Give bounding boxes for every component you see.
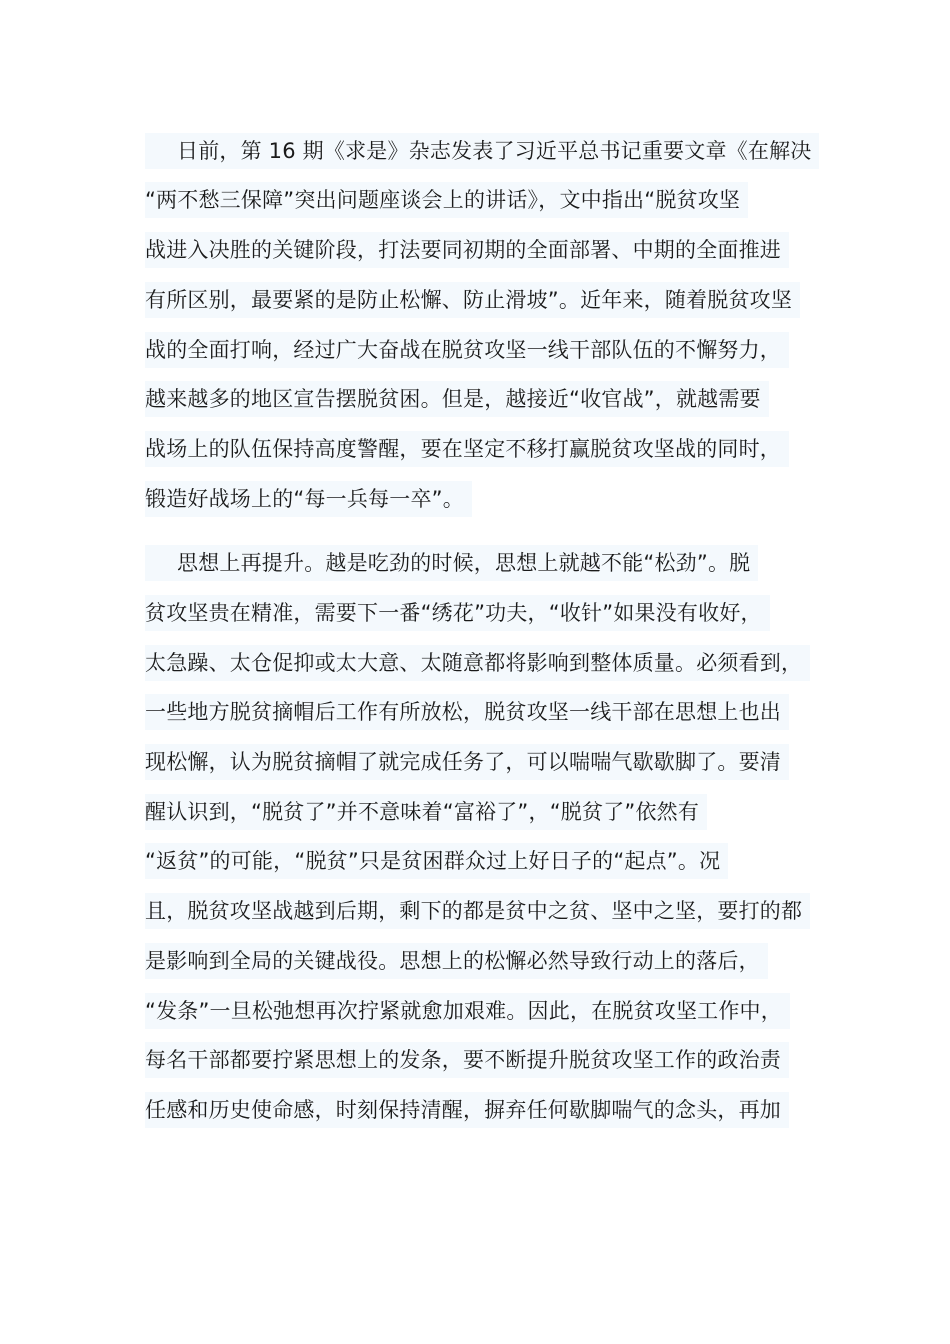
paragraph-2-line-5: 现松懈，认为脱贫摘帽了就完成任务了，可以喘喘气歇歇脚了。要清 [145,744,789,780]
paragraph-2-line-7: “返贫”的可能，“脱贫”只是贫困群众过上好日子的“起点”。况 [145,843,728,879]
paragraph-1-line-2: “两不愁三保障”突出问题座谈会上的讲话》，文中指出“脱贫攻坚 [145,182,748,218]
paragraph-1-line-1: 日前，第 16 期《求是》杂志发表了习近平总书记重要文章《在解决 [145,133,819,169]
paragraph-2-line-9: 是影响到全局的关键战役。思想上的松懈必然导致行动上的落后， [145,943,768,979]
paragraph-2-line-11: 每名干部都要拧紧思想上的发条，要不断提升脱贫攻坚工作的政治责 [145,1042,789,1078]
paragraph-1-line-7: 战场上的队伍保持高度警醒，要在坚定不移打赢脱贫攻坚战的同时， [145,431,789,467]
paragraph-2-line-4: 一些地方脱贫摘帽后工作有所放松，脱贫攻坚一线干部在思想上也出 [145,694,789,730]
paragraph-2-line-8: 且，脱贫攻坚战越到后期，剩下的都是贫中之贫、坚中之坚，要打的都 [145,893,810,929]
paragraph-1-line-8: 锻造好战场上的“每一兵每一卒”。 [145,481,472,517]
paragraph-2-line-1: 思想上再提升。越是吃劲的时候，思想上就越不能“松劲”。脱 [145,545,758,581]
paragraph-1-line-3: 战进入决胜的关键阶段，打法要同初期的全面部署、中期的全面推进 [145,232,789,268]
paragraph-1-line-6: 越来越多的地区宣告摆脱贫困。但是，越接近“收官战”，就越需要 [145,381,769,417]
paragraph-1-line-4: 有所区别，最要紧的是防止松懈、防止滑坡”。近年来，随着脱贫攻坚 [145,282,800,318]
paragraph-2-line-6: 醒认识到，“脱贫了”并不意味着“富裕了”，“脱贫了”依然有 [145,794,707,830]
paragraph-2-line-3: 太急躁、太仓促抑或太大意、太随意都将影响到整体质量。必须看到， [145,645,810,681]
paragraph-1-line-5: 战的全面打响，经过广大奋战在脱贫攻坚一线干部队伍的不懈努力， [145,332,789,368]
paragraph-2-line-12: 任感和历史使命感，时刻保持清醒，摒弃任何歇脚喘气的念头，再加 [145,1092,789,1128]
paragraph-2-line-2: 贫攻坚贵在精准，需要下一番“绣花”功夫，“收针”如果没有收好， [145,595,770,631]
paragraph-2-line-10: “发条”一旦松弛想再次拧紧就愈加艰难。因此，在脱贫攻坚工作中， [145,993,790,1029]
